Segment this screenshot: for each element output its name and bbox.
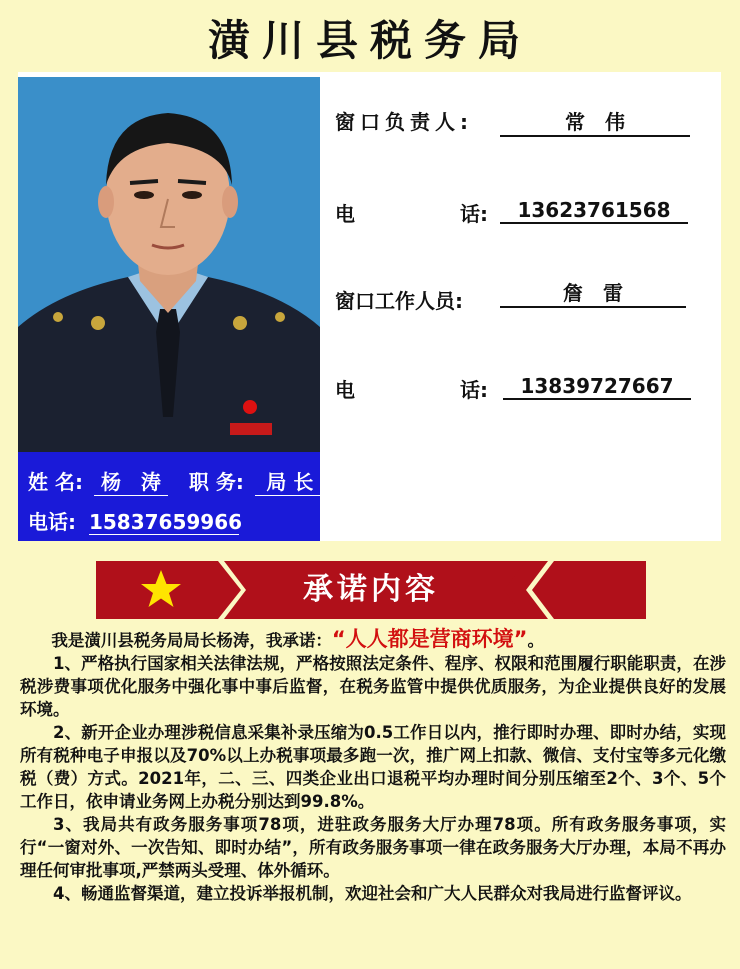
- manager-label: 窗口负责人:: [335, 110, 473, 134]
- staff-label: 窗口工作人员:: [335, 289, 463, 313]
- staff-name: 詹 雷: [500, 277, 686, 308]
- commitment-item-3: 3、我局共有政务服务事项78项，进驻政务服务大厅办理78项。所有政务服务事项，实行“一窗对外、一次告知、即时办结”，所有政务服务事项一律在政务服务大厅办理，本局不再办理任何审批事项,严禁两头受理、体外循环。: [20, 815, 726, 880]
- manager-phone-label-b: 话:: [460, 202, 488, 226]
- intro-end: 。: [527, 631, 544, 650]
- commitment-text: [20, 628, 726, 905]
- staff-phone: 13839727667: [503, 374, 691, 400]
- name-label: 姓 名:: [28, 470, 83, 494]
- commitment-item-2: 2、新开企业办理涉税信息采集补录压缩为0.5工作日以内，推行即时办理、即时办结，实现所有税种电子申报以及70%以上办税事项最多跑一次，推广网上扣款、微信、支付宝等多元化缴税（费）方式。2021年，二、三、四类企业出口退税平均办理时间分别压缩至2个、3个、5个工作日，依申请业务网上办税分别达到99.8%。: [20, 723, 726, 811]
- id-box: [18, 452, 320, 541]
- position-label: 职 务:: [188, 470, 244, 494]
- slogan: “人人都是营商环境”: [331, 627, 528, 651]
- staff-phone-label-b: 话:: [460, 378, 488, 402]
- phone-row: [28, 506, 243, 535]
- name-value: 杨 涛: [94, 466, 168, 496]
- manager-phone: 13623761568: [500, 198, 688, 224]
- commitment-intro: [20, 628, 726, 652]
- commitment-item-4: 4、畅通监督渠道，建立投诉举报机制，欢迎社会和广大人民群众对我局进行监督评议。: [53, 884, 692, 903]
- official-photo: [18, 77, 320, 452]
- commitment-item-1: 1、严格执行国家相关法律法规，严格按照法定条件、程序、权限和范围履行职能职责，在涉税涉费事项优化服务中强化事中事后监督，在税务监管中提供优质服务，为企业提供良好的发展环境。: [20, 654, 726, 719]
- staff-phone-label-a: 电: [335, 378, 355, 402]
- manager-phone-row: [335, 198, 695, 227]
- manager-phone-label-a: 电: [335, 202, 355, 226]
- page-title: 潢川县税务局: [207, 16, 532, 65]
- phone-value: 15837659966: [88, 510, 243, 534]
- banner-title: 承诺内容: [303, 572, 439, 607]
- manager-name: 常 伟: [500, 106, 690, 137]
- staff-phone-row: [335, 374, 695, 403]
- intro-text: 我是潢川县税务局局长杨涛，我承诺：: [51, 631, 332, 650]
- position-value: 局 长: [255, 466, 325, 496]
- phone-label: 电话:: [28, 510, 76, 534]
- manager-row: [335, 106, 625, 135]
- name-row: [28, 466, 325, 496]
- staff-row: [335, 281, 623, 314]
